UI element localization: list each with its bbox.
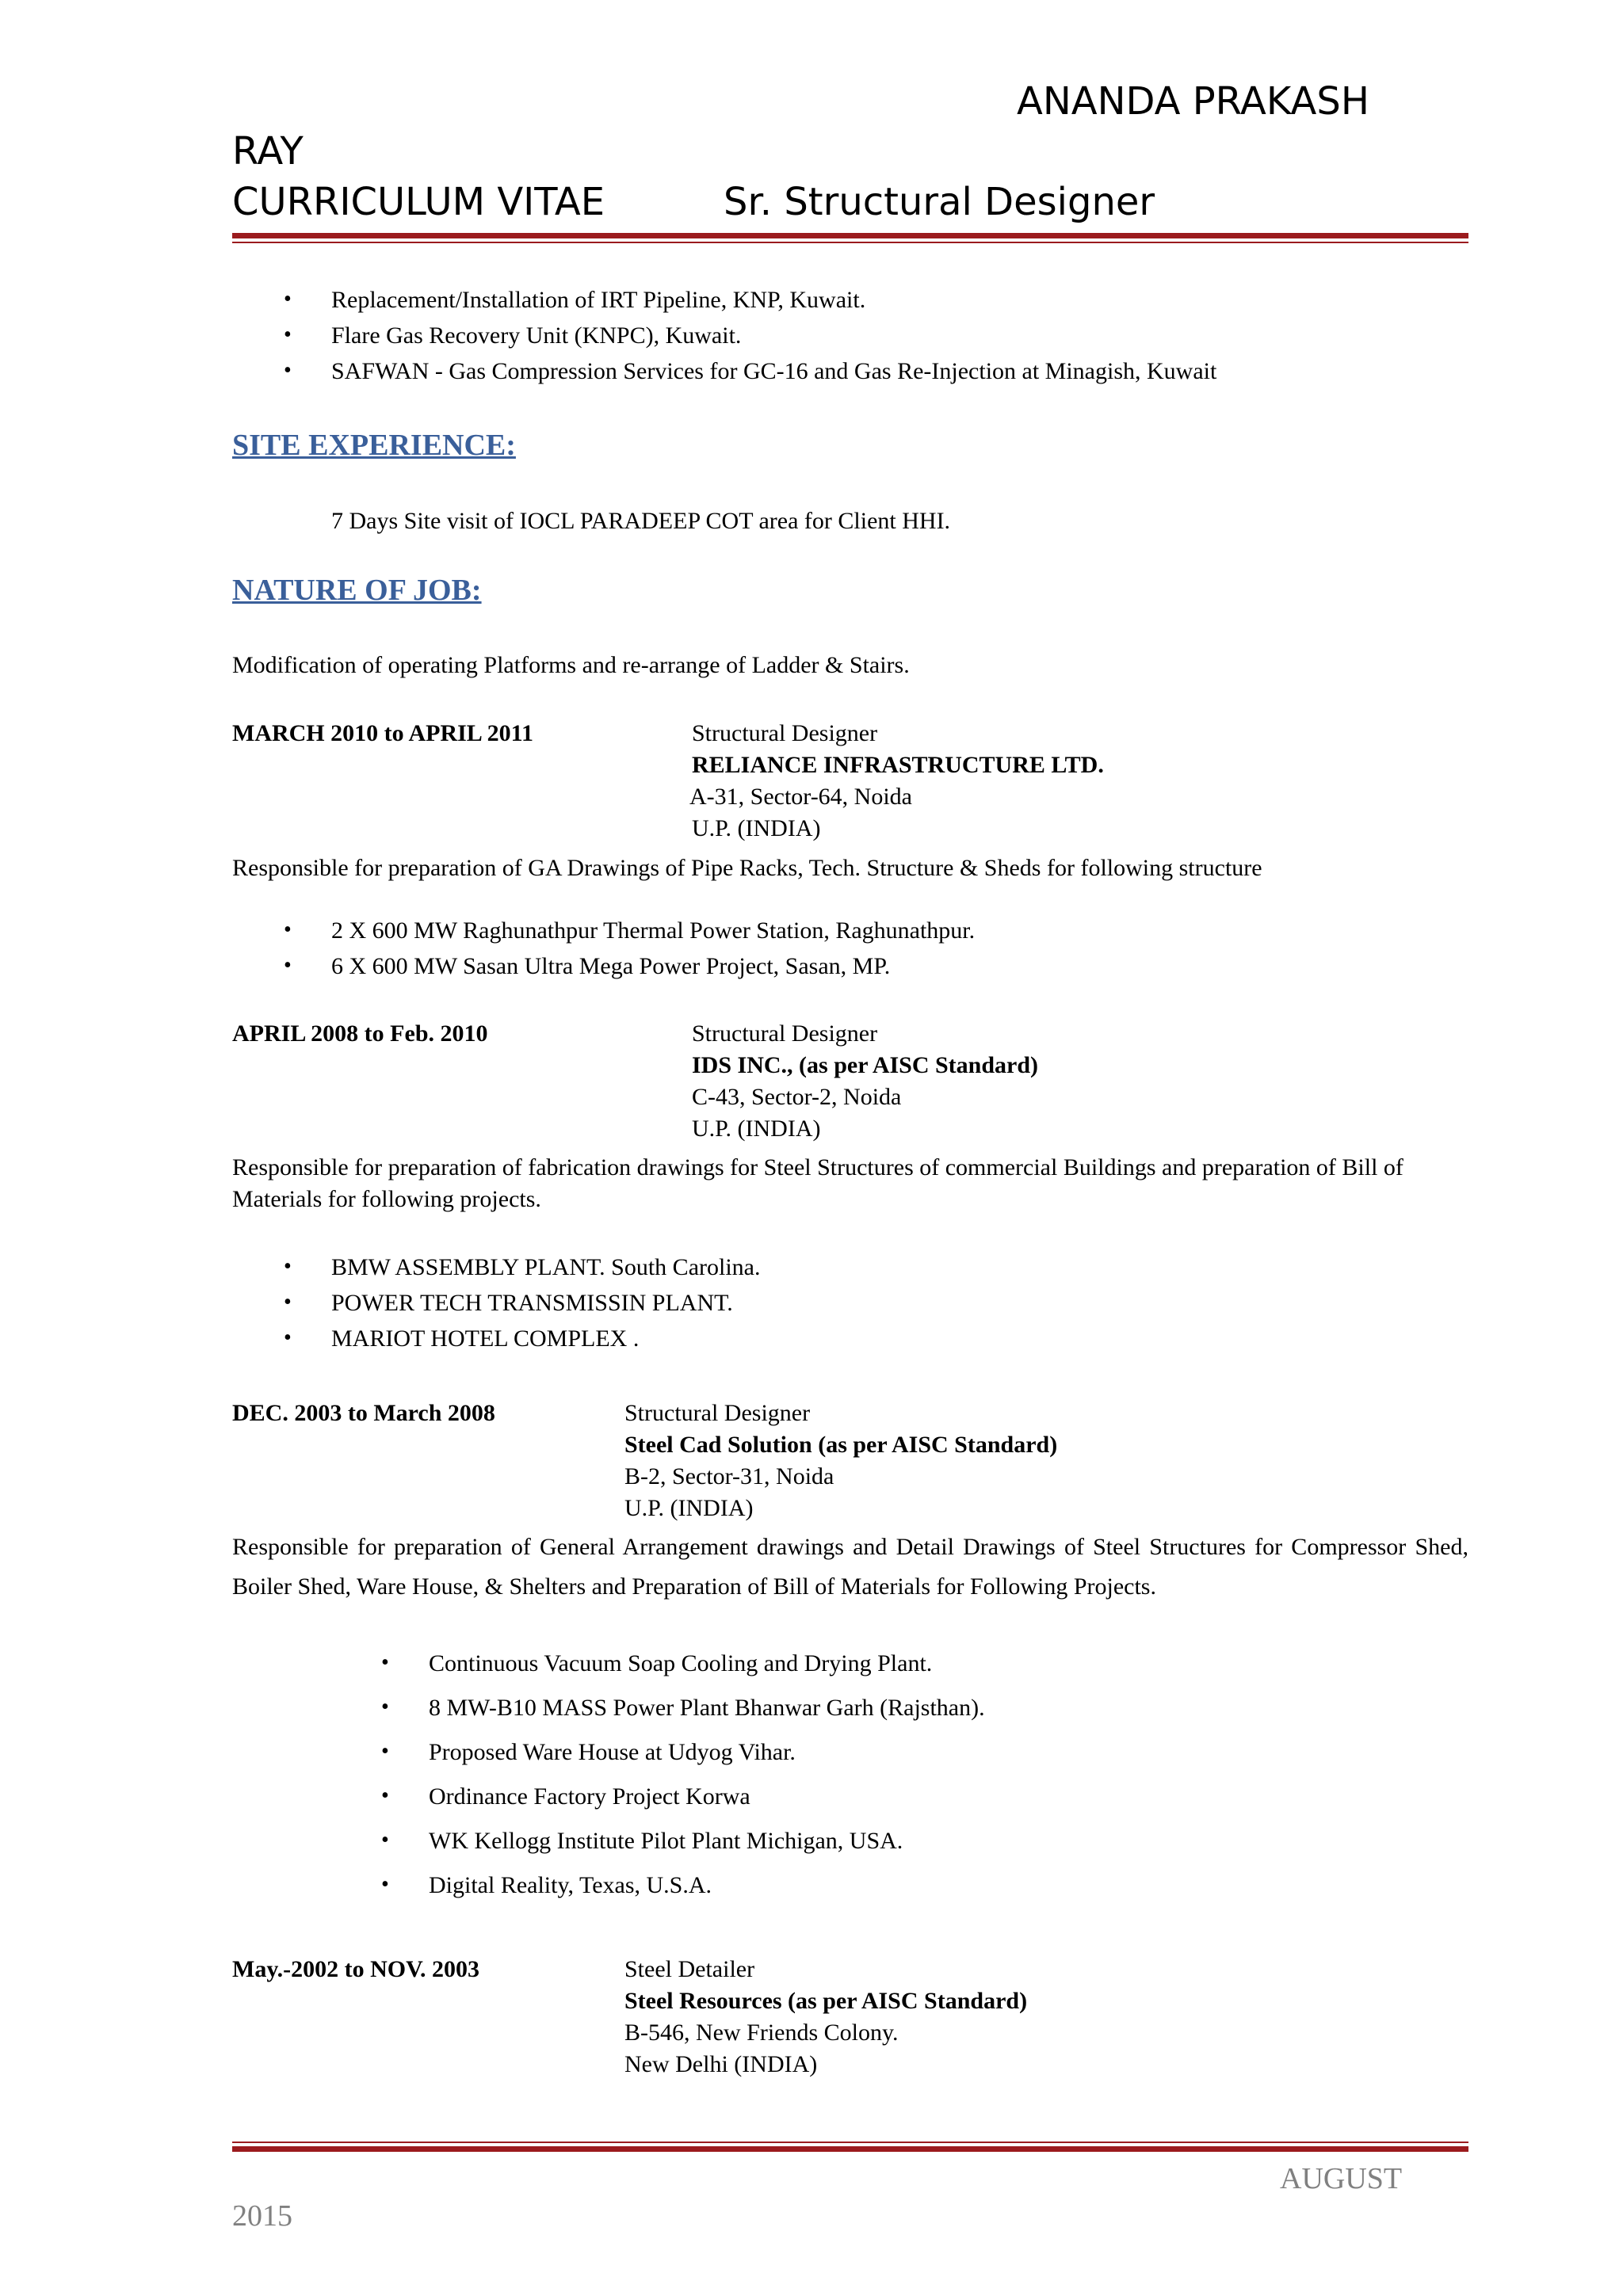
footer-rule-thick (232, 2146, 1468, 2152)
bullet-glyph: • (284, 1325, 292, 1350)
job-period: APRIL 2008 to Feb. 2010 (232, 1020, 488, 1047)
header-designation: Sr. Structural Designer (724, 180, 1155, 224)
job-project-list (284, 1254, 761, 1361)
bullet-glyph: • (284, 358, 292, 383)
job-role: Structural Designer (692, 720, 878, 746)
site-experience-text: 7 Days Site visit of IOCL PARADEEP COT area for Client HHI. (331, 508, 951, 534)
job-project-list (284, 917, 976, 989)
job-period: May.-2002 to NOV. 2003 (232, 1956, 479, 1982)
footer-month: AUGUST (1280, 2162, 1403, 2195)
list-item (381, 1872, 985, 1917)
header-cv-label: CURRICULUM VITAE (232, 180, 605, 224)
job-description: Responsible for preparation of GA Drawings of Pipe Racks, Tech. Structure & Sheds for following structure (232, 855, 1262, 881)
job-company: RELIANCE INFRASTRUCTURE LTD. (692, 752, 1104, 778)
list-item-text: Continuous Vacuum Soap Cooling and Drying Plant. (429, 1650, 933, 1676)
header-name-line2: RAY (232, 129, 304, 174)
list-item-text: Replacement/Installation of IRT Pipeline, KNP, Kuwait. (331, 287, 866, 313)
list-item (284, 287, 1216, 322)
job-address-line2: U.P. (INDIA) (692, 815, 821, 841)
list-item-text: Flare Gas Recovery Unit (KNPC), Kuwait. (331, 322, 742, 349)
bullet-glyph: • (381, 1739, 389, 1764)
job-project-list (381, 1650, 985, 1917)
header-name-line1: ANANDA PRAKASH (1017, 79, 1369, 124)
job-company: Steel Cad Solution (as per AISC Standard) (624, 1432, 1058, 1458)
job-address-line1: A-31, Sector-64, Noida (689, 784, 913, 810)
list-item-text: Proposed Ware House at Udyog Vihar. (429, 1739, 796, 1765)
job-company: IDS INC., (as per AISC Standard) (692, 1052, 1039, 1078)
list-item (381, 1828, 985, 1872)
job-address-line2: U.P. (INDIA) (624, 1495, 754, 1521)
header-rule-thick (232, 233, 1468, 238)
list-item-text: BMW ASSEMBLY PLANT. South Carolina. (331, 1254, 761, 1280)
header-rule-thin (232, 242, 1468, 243)
job-company: Steel Resources (as per AISC Standard) (624, 1988, 1028, 2014)
bullet-glyph: • (284, 953, 292, 978)
list-item (381, 1650, 985, 1695)
list-item-text: Ordinance Factory Project Korwa (429, 1783, 750, 1810)
job-address-line1: C-43, Sector-2, Noida (692, 1084, 902, 1110)
bullet-glyph: • (381, 1828, 389, 1852)
job-address-line1: B-546, New Friends Colony. (624, 2019, 899, 2046)
list-item (284, 1325, 760, 1361)
bullet-glyph: • (284, 1290, 292, 1314)
bullet-glyph: • (381, 1872, 389, 1897)
job-address-line2: New Delhi (INDIA) (624, 2051, 818, 2077)
list-item (284, 322, 1216, 358)
list-item (381, 1739, 985, 1783)
bullet-glyph: • (381, 1650, 389, 1675)
site-experience-heading: SITE EXPERIENCE: (232, 429, 516, 462)
list-item-text: 6 X 600 MW Sasan Ultra Mega Power Project, Sasan, MP. (331, 953, 891, 979)
list-item (284, 358, 1217, 394)
job-address-line1: B-2, Sector-31, Noida (624, 1463, 834, 1489)
bullet-glyph: • (284, 917, 292, 942)
bullet-glyph: • (381, 1783, 389, 1808)
list-item-text: SAFWAN - Gas Compression Services for GC-16 and Gas Re-Injection at Minagish, Kuwait (331, 358, 1217, 384)
bullet-glyph: • (381, 1695, 389, 1719)
nature-of-job-heading: NATURE OF JOB: (232, 574, 482, 607)
list-item-text: Digital Reality, Texas, U.S.A. (429, 1872, 712, 1898)
job-description: Responsible for preparation of General Arrangement drawings and Detail Drawings of Steel Structures for Compressor Shed, Boiler Shed, Ware House, & Shelters and Preparation of Bill of Materials for Following Projects. (232, 1534, 1468, 1600)
job-address-line2: U.P. (INDIA) (692, 1116, 821, 1142)
list-item (284, 953, 975, 989)
job-role: Steel Detailer (624, 1956, 755, 1982)
list-item-text: WK Kellogg Institute Pilot Plant Michigan, USA. (429, 1828, 903, 1854)
bullet-glyph: • (284, 322, 292, 347)
nature-of-job-text: Modification of operating Platforms and re-arrange of Ladder & Stairs. (232, 652, 910, 678)
job-role: Structural Designer (692, 1020, 878, 1047)
job-description: Responsible for preparation of fabrication drawings for Steel Structures of commercial Buildings and preparation of Bill of Materials for following projects. (232, 1154, 1403, 1212)
job-period: DEC. 2003 to March 2008 (232, 1400, 495, 1426)
list-item (381, 1783, 985, 1828)
list-item-text: POWER TECH TRANSMISSIN PLANT. (331, 1290, 733, 1316)
footer-year: 2015 (232, 2199, 292, 2233)
bullet-glyph: • (284, 1254, 292, 1279)
job-period: MARCH 2010 to APRIL 2011 (232, 720, 534, 746)
list-item-text: 8 MW-B10 MASS Power Plant Bhanwar Garh (Rajsthan). (429, 1695, 985, 1721)
list-item (381, 1695, 985, 1739)
list-item (284, 1254, 761, 1290)
list-item (284, 1290, 760, 1325)
list-item (284, 917, 976, 953)
top-bullet-list (284, 287, 1217, 394)
list-item-text: 2 X 600 MW Raghunathpur Thermal Power Station, Raghunathpur. (331, 917, 976, 944)
bullet-glyph: • (284, 287, 292, 311)
footer-rule-thin (232, 2142, 1468, 2143)
list-item-text: MARIOT HOTEL COMPLEX . (331, 1325, 640, 1352)
job-role: Structural Designer (624, 1400, 811, 1426)
